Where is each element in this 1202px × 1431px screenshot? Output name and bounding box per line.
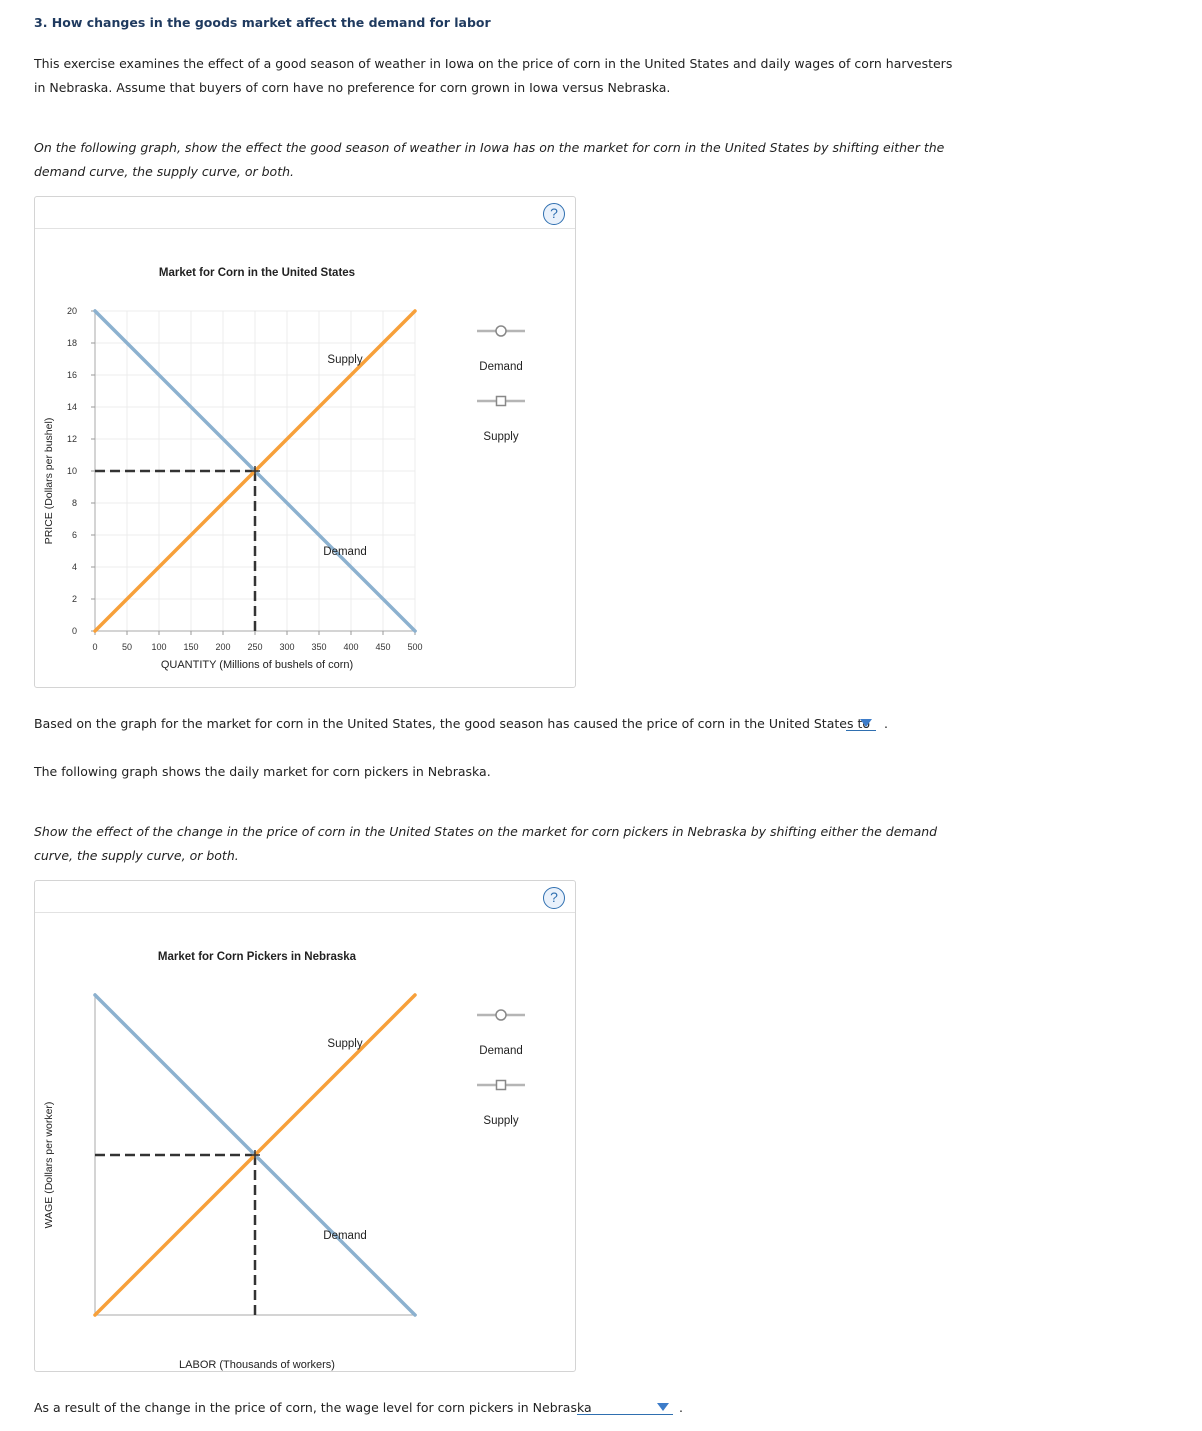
legend-demand-tool-icon[interactable] [496, 1010, 506, 1020]
x-tick-label: 0 [92, 642, 98, 652]
demand-curve-label: Demand [323, 546, 367, 558]
legend-supply-label: Supply [483, 1115, 519, 1127]
wage-change-dropdown[interactable] [577, 1400, 673, 1415]
legend-demand-label: Demand [479, 361, 523, 373]
supply-curve-label: Supply [327, 1038, 363, 1050]
transition-text: The following graph shows the daily market for corn pickers in Nebraska. [34, 764, 491, 779]
y-tick-label: 18 [66, 338, 77, 348]
x-axis-label: QUANTITY (Millions of bushels of corn) [160, 659, 354, 671]
instruction-2: Show the effect of the change in the price of corn in the United States on the market for corn pickers in Nebraska by shifting either the demand curve, the supply curve, or both. [34, 824, 938, 863]
x-tick-label: 150 [183, 642, 199, 652]
y-tick-label: 14 [66, 402, 77, 412]
chart-title: Market for Corn in the United States [158, 267, 356, 279]
x-tick-label: 500 [407, 642, 423, 652]
y-tick-label: 4 [71, 562, 77, 572]
help-icon[interactable]: ? [543, 203, 565, 225]
y-axis-label: WAGE (Dollars per worker) [43, 1101, 55, 1229]
y-tick-label: 2 [71, 594, 77, 604]
corn-market-chart[interactable] [35, 197, 575, 687]
legend-demand-tool-icon[interactable] [496, 326, 506, 336]
price-change-dropdown[interactable] [846, 716, 876, 731]
x-tick-label: 400 [343, 642, 359, 652]
y-tick-label: 16 [66, 370, 77, 380]
corn-pickers-chart[interactable] [35, 881, 575, 1371]
x-axis-label: LABOR (Thousands of workers) [179, 1359, 335, 1371]
legend-supply-tool-icon[interactable] [497, 397, 506, 406]
y-tick-label: 12 [66, 434, 77, 444]
x-tick-label: 100 [151, 642, 167, 652]
x-tick-label: 200 [215, 642, 231, 652]
y-axis-label: PRICE (Dollars per bushel) [43, 417, 55, 545]
chevron-down-icon [657, 1403, 669, 1411]
x-tick-label: 50 [121, 642, 133, 652]
y-tick-label: 0 [71, 626, 77, 636]
supply-curve-label: Supply [327, 354, 363, 366]
x-tick-label: 350 [311, 642, 327, 652]
corn-market-panel [34, 196, 576, 688]
legend-supply-label: Supply [483, 431, 519, 443]
demand-curve-label: Demand [323, 1230, 367, 1242]
question-1: Based on the graph for the market for corn in the United States, the good season has caused the price of corn in the United States to [34, 716, 870, 731]
help-icon[interactable]: ? [543, 887, 565, 909]
question-2: As a result of the change in the price of corn, the wage level for corn pickers in Nebraska [34, 1400, 592, 1415]
y-tick-label: 6 [71, 530, 77, 540]
x-tick-label: 300 [279, 642, 295, 652]
instruction-1: On the following graph, show the effect the good season of weather in Iowa has on the market for corn in the United States by shifting either the demand curve, the supply curve, or both. [34, 140, 945, 179]
y-tick-label: 10 [66, 466, 77, 476]
corn-pickers-panel [34, 880, 576, 1372]
legend-supply-tool-icon[interactable] [497, 1081, 506, 1090]
y-tick-label: 8 [71, 498, 77, 508]
question-1-period: . [884, 716, 888, 731]
intro-text: This exercise examines the effect of a good season of weather in Iowa on the price of corn in the United States and daily wages of corn harvesters in Nebraska. Assume that buyers of corn have no preference for corn grown in Iowa versus Nebraska. [34, 56, 953, 95]
exercise-heading: 3. How changes in the goods market affect the demand for labor [34, 15, 491, 30]
question-2-period: . [679, 1400, 683, 1415]
legend-demand-label: Demand [479, 1045, 523, 1057]
x-tick-label: 450 [375, 642, 391, 652]
chart-title: Market for Corn Pickers in Nebraska [157, 951, 357, 963]
y-tick-label: 20 [66, 306, 77, 316]
x-tick-label: 250 [247, 642, 263, 652]
chevron-down-icon [860, 719, 872, 727]
